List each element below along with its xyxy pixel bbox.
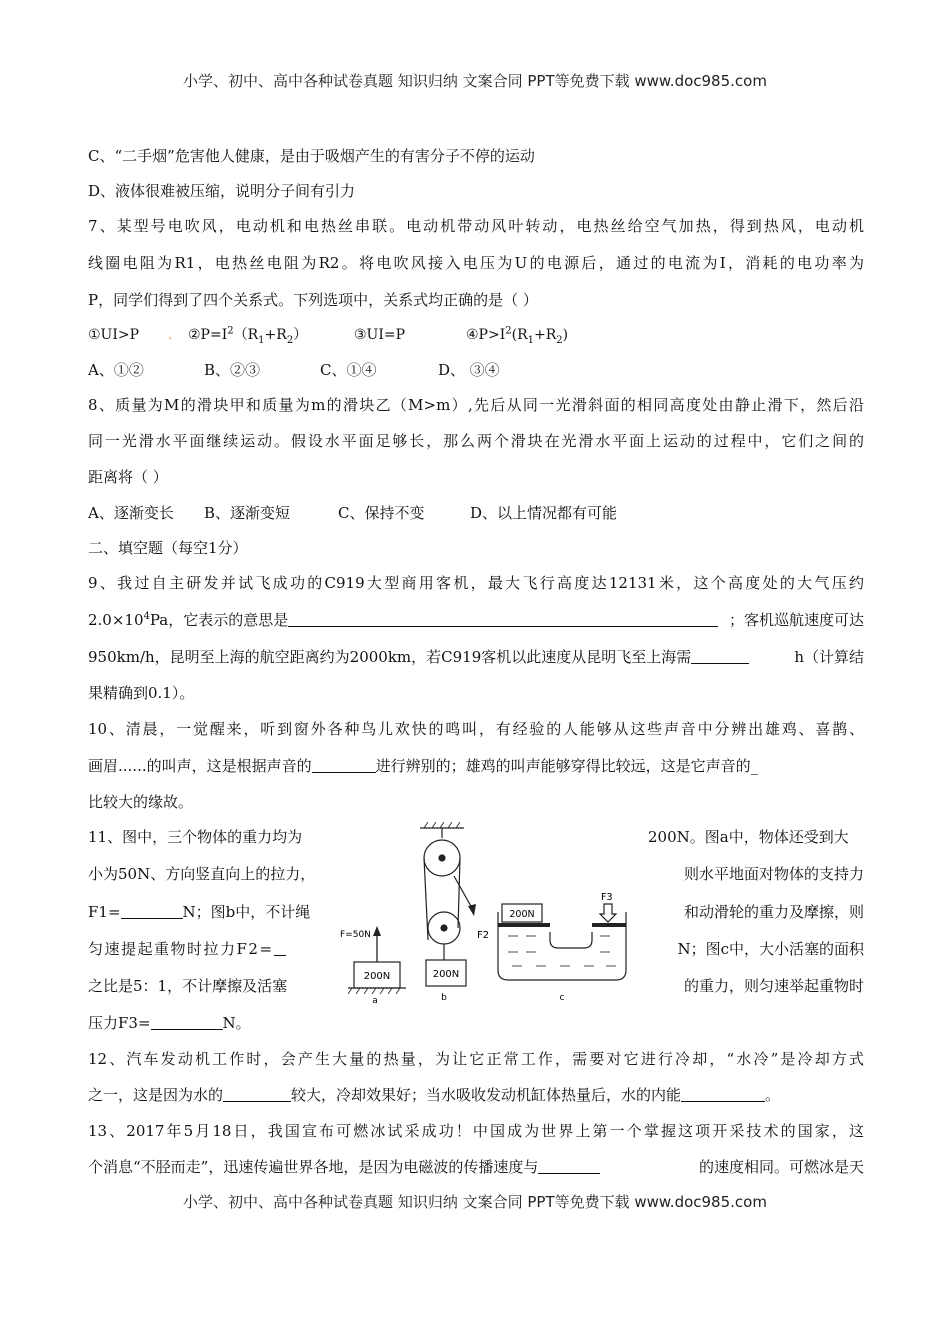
q11-line-1-right: 200N。图a中，物体还受到大 [648, 828, 849, 846]
q9-line-1: 9、我过自主研发并试飞成功的C919大型商用客机，最大飞行高度达12131米，这个高度处的大气压约 [88, 574, 864, 592]
f3-label: F3 [601, 892, 613, 903]
q11-line-4-left: 匀速提起重物时拉力F2= [88, 939, 338, 959]
q10-line-3: 比较大的缘故。 [88, 793, 194, 811]
force-label-a: F=50N [340, 930, 371, 940]
q7-line-1: 7、某型号电吹风，电动机和电热丝串联。电动机带动风叶转动，电热丝给空气加热，得到热风，电动机 [88, 217, 864, 235]
q6-option-c: C、“二手烟”危害他人健康，是由于吸烟产生的有害分子不停的运动 [88, 147, 535, 165]
q6-option-d: D、液体很难被压缩，说明分子间有引力 [88, 182, 356, 200]
q12-line-1: 12、汽车发动机工作时，会产生大量的热量，为让它正常工作，需要对它进行冷却，“水冷”是冷却方式 [88, 1050, 864, 1068]
q10-line-2: 画眉......的叫声，这是根据声音的 进行辨别的；雄鸡的叫声能够穿得比较远，这是它声音的_ [88, 757, 759, 775]
q7-option-a: A、①② [88, 361, 144, 379]
label-b: b [441, 993, 447, 1003]
q8-line-1: 8、质量为M的滑块甲和质量为m的滑块乙（M>m）,先后从同一光滑斜面的相同高度处由静止滑下，然后沿 [88, 396, 864, 414]
pulley-hydraulic-figure [340, 820, 630, 1005]
box-b-label: 200N [432, 969, 460, 980]
q7-option-c: C、①④ [320, 361, 377, 379]
q11-line-5-right: 的重力，则匀速举起重物时 [683, 977, 864, 995]
answer-blank[interactable] [312, 757, 376, 773]
q10-line-1: 10、清晨，一觉醒来，听到窗外各种鸟儿欢快的鸣叫，有经验的人能够从这些声音中分辨出雄鸡、喜鹊、 [88, 720, 864, 738]
stray-dot: . [168, 327, 173, 343]
q9-line-2: $2.0\times 10^4Pa$，它表示的意思是 ；客机巡航速度可达 [88, 611, 864, 629]
q7-line-3: P，同学们得到了四个关系式。下列选项中，关系式均正确的是（ ） [88, 291, 538, 309]
box-c-label: 200N [509, 909, 535, 920]
answer-blank[interactable] [538, 1158, 600, 1174]
q7-option-b: B、②③ [204, 361, 261, 379]
answer-blank[interactable] [288, 611, 718, 627]
q7-formula-3: ③UI=P [354, 327, 406, 343]
q8-line-3: 距离将（ ） [88, 468, 168, 486]
q7-formula-1: ①UI>P [88, 327, 140, 343]
q8-line-2: 同一光滑水平面继续运动。假设水平面足够长，那么两个滑块在光滑水平面上运动的过程中，它们之间的 [88, 432, 864, 450]
q7-formula-2: $②P=I^2(R_1+R_2)$ [188, 325, 308, 346]
f3-arrow [600, 904, 616, 922]
figure-b [420, 822, 476, 986]
label-a: a [372, 996, 378, 1005]
q7-formula-4: $④P>I^2(R_1+R_2)$ [466, 325, 569, 346]
q11-line-6: 压力F3= N。 [88, 1014, 251, 1032]
q9-line-4: 果精确到0.1）。 [88, 684, 195, 702]
answer-blank[interactable] [151, 1014, 223, 1030]
q11-line-2-left: 小为50N、方向竖直向上的拉力， [88, 865, 316, 883]
ground-hatch-a [348, 988, 400, 994]
q13-line-2: 个消息“不胫而走”，迅速传遍世界各地，是因为电磁波的传播速度与 的速度相同。可燃冰是天 [88, 1158, 864, 1176]
q8-option-b: B、逐渐变短 [204, 504, 291, 522]
section-heading: 二、填空题（每空1分） [88, 539, 248, 557]
q7-line-2: 线圈电阻为R1，电热丝电阻为R2。将电吹风接入电压为U的电源后，通过的电流为I，消耗的电功率为 [88, 254, 864, 272]
arrowhead-a [373, 926, 381, 936]
rope-f2 [454, 876, 472, 908]
answer-blank[interactable] [691, 648, 749, 664]
answer-blank[interactable] [681, 1086, 765, 1102]
page-header: 小学、初中、高中各种试卷真题 知识归纳 文案合同 PPT等免费下载 www.doc985.com [183, 72, 767, 90]
q11-line-4-right: N；图c中，大小活塞的面积 [677, 940, 864, 958]
q11-line-1-left: 11、图中，三个物体的重力均为 [88, 828, 303, 846]
answer-blank[interactable] [223, 1086, 291, 1102]
q7-option-d: D、 ③④ [438, 361, 500, 379]
q11-line-2-right: 则水平地面对物体的支持力 [683, 865, 864, 883]
q8-option-a: A、逐渐变长 [88, 504, 174, 522]
q11-line-3-right: 和动滑轮的重力及摩擦，则 [683, 903, 864, 921]
q13-line-1: 13、2017年5月18日，我国宣布可燃冰试采成功！中国成为世界上第一个掌握这项开采技术的国家，这 [88, 1122, 864, 1140]
q12-line-2: 之一，这是因为水的 较大，冷却效果好；当水吸收发动机缸体热量后，水的内能 。 [88, 1086, 781, 1104]
q11-line-3-left: F1= N；图b中，不计绳 [88, 903, 311, 921]
label-c: c [559, 993, 565, 1003]
figure-a [340, 926, 406, 1005]
q11-line-5-left: 之比是5：1，不计摩擦及活塞 [88, 977, 288, 995]
q8-option-c: C、保持不变 [338, 504, 425, 522]
answer-blank[interactable] [121, 903, 183, 919]
f2-label: F2 [477, 930, 490, 941]
answer-blank[interactable] [274, 940, 286, 956]
q9-line-3: 950km/h，昆明至上海的航空距离约为2000km，若C919客机以此速度从昆明飞至上海需 h（计算结 [88, 648, 864, 666]
fluid-dashes [508, 936, 616, 966]
q8-option-d: D、以上情况都有可能 [470, 504, 618, 522]
box-a-label: 200N [363, 971, 391, 982]
page-footer: 小学、初中、高中各种试卷真题 知识归纳 文案合同 PPT等免费下载 www.doc985.com [183, 1193, 767, 1211]
